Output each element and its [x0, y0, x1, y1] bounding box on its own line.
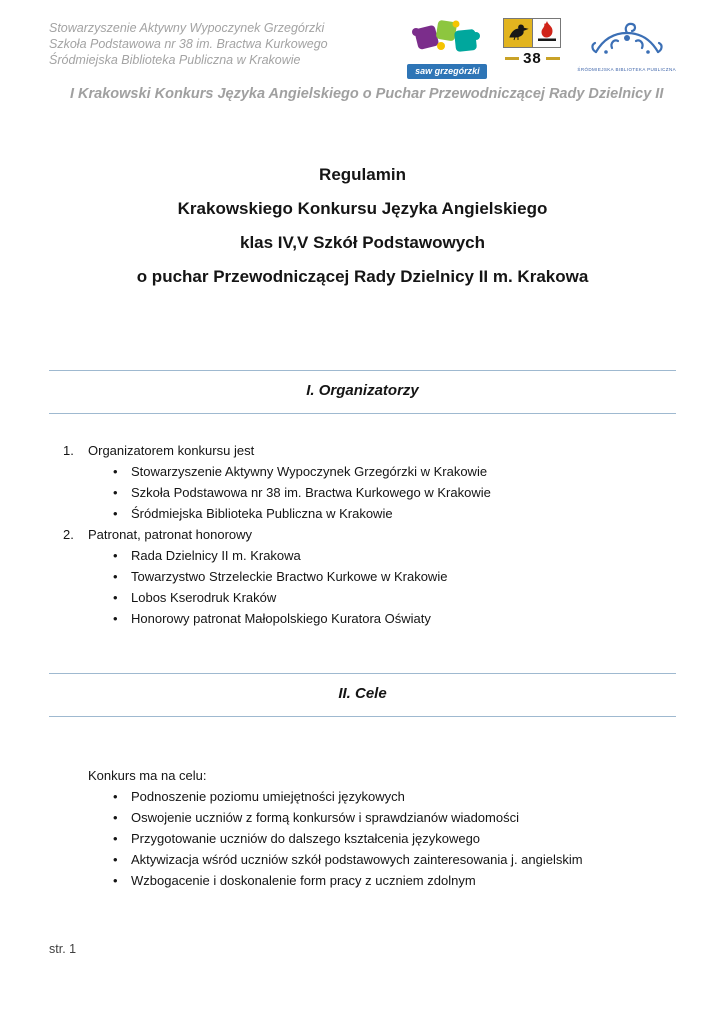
title-block [49, 158, 676, 294]
list-item: • Stowarzyszenie Aktywny Wypoczynek Grzegórzki w Krakowie [49, 461, 676, 482]
item-number: 1. [63, 443, 74, 458]
list-item: • Oswojenie uczniów z formą konkursów i sprawdzianów wiadomości [49, 807, 676, 828]
section-heading-2: II. Cele [338, 685, 387, 702]
org-line-2: Szkoła Podstawowa nr 38 im. Bractwa Kurkowego [49, 37, 328, 51]
org-line-1: Stowarzyszenie Aktywny Wypoczynek Grzegórzki [49, 21, 325, 35]
list-item: • Śródmiejska Biblioteka Publiczna w Krakowie [49, 503, 676, 524]
list-item: • Aktywizacja wśród uczniów szkół podstawowych zainteresowania j. angielskim [49, 849, 676, 870]
title-line-4: o puchar Przewodniczącej Rady Dzielnicy II m. Krakowa [136, 267, 589, 286]
organizers-list [49, 440, 676, 629]
list-item: • Szkoła Podstawowa nr 38 im. Bractwa Kurkowego w Krakowie [49, 482, 676, 503]
puzzle-pieces-icon [408, 18, 486, 63]
saw-logo-label: saw grzegórzki [407, 64, 487, 79]
list-item: • Przygotowanie uczniów do dalszego kształcenia językowego [49, 828, 676, 849]
list-item: • Rada Dzielnicy II m. Krakowa [49, 545, 676, 566]
list-item: • Lobos Kserodruk Kraków [49, 587, 676, 608]
org-line-3: Śródmiejska Biblioteka Publiczna w Krakowie [49, 53, 301, 67]
flame-icon [536, 19, 558, 48]
saw-grzegorzki-logo [407, 18, 487, 79]
title-line-3: klas IV,V Szkół Podstawowych [239, 233, 486, 252]
numbered-item [49, 440, 676, 461]
title-line-2: Krakowskiego Konkursu Języka Angielskiego [177, 199, 548, 218]
item-text: Organizatorem konkursu jest [88, 443, 255, 458]
section-cele [49, 673, 676, 891]
list-item: • Wzbogacenie i doskonalenie form pracy z uczniem zdolnym [49, 870, 676, 891]
section-organizatorzy [49, 370, 676, 629]
list-item: • Honorowy patronat Małopolskiego Kuratora Oświaty [49, 608, 676, 629]
school-logo-bar-left [505, 57, 519, 60]
goals-intro: Konkurs ma na celu: [88, 768, 207, 783]
page-number: str. 1 [49, 942, 77, 956]
title-line-1: Regulamin [319, 165, 406, 184]
school-logo-number: 38 [523, 50, 542, 67]
goals-list [49, 765, 676, 891]
bird-icon [506, 19, 530, 48]
library-ornament-icon [584, 18, 670, 65]
item-text: Patronat, patronat honorowy [88, 527, 253, 542]
item-number: 2. [63, 527, 74, 542]
school-38-logo [503, 18, 561, 67]
list-item: • Towarzystwo Strzeleckie Bractwo Kurkowe w Krakowie [49, 566, 676, 587]
library-logo-label: ŚRÓDMIEJSKA BIBLIOTEKA PUBLICZNA [577, 67, 676, 72]
list-item: • Podnoszenie poziomu umiejętności językowych [49, 786, 676, 807]
school-logo-bar-right [546, 57, 560, 60]
section-heading-1: I. Organizatorzy [306, 382, 419, 399]
section-divider [49, 413, 676, 414]
header-logos [407, 18, 676, 79]
document-header [49, 20, 676, 102]
library-logo [577, 18, 676, 72]
header-subtitle: I Krakowski Konkurs Języka Angielskiego o Puchar Przewodniczącej Rady Dzielnicy II [70, 86, 664, 102]
header-org-lines [49, 20, 328, 68]
section-divider [49, 716, 676, 717]
numbered-item [49, 524, 676, 545]
